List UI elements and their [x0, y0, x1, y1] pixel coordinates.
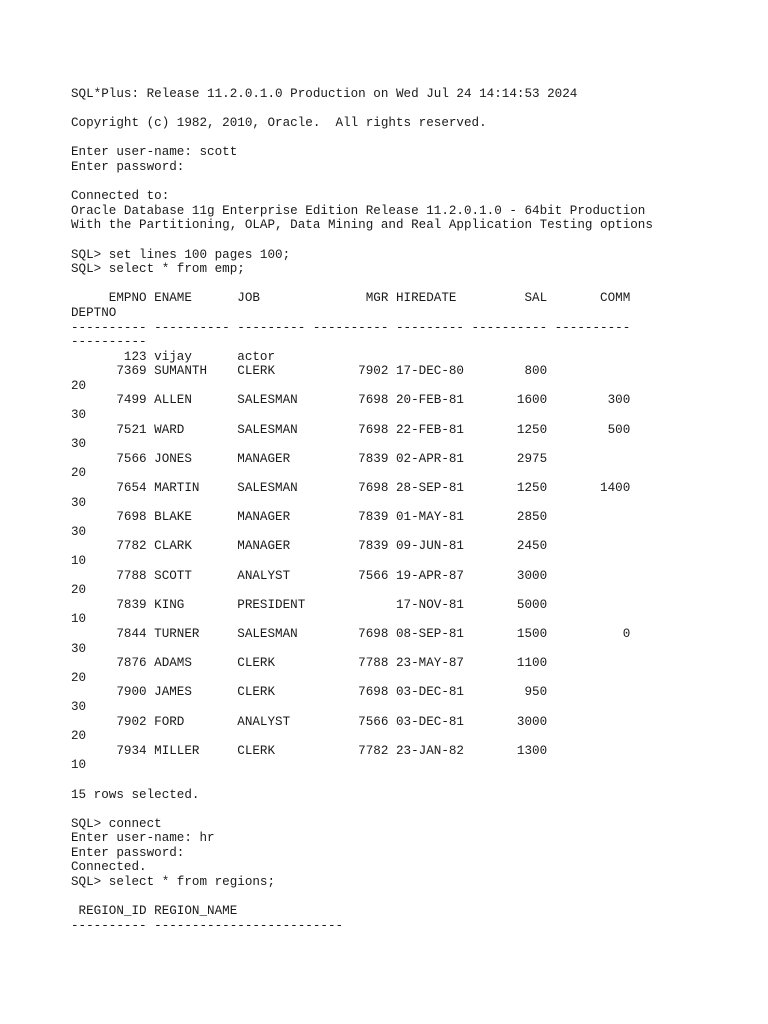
transcript-line: 7499 ALLEN SALESMAN 7698 20-FEB-81 1600 300	[71, 393, 631, 408]
transcript-line: 30	[71, 524, 87, 539]
transcript-line: 7698 BLAKE MANAGER 7839 01-MAY-81 2850	[71, 510, 548, 525]
transcript-line: 15 rows selected.	[71, 787, 200, 802]
transcript-line: 7902 FORD ANALYST 7566 03-DEC-81 3000	[71, 714, 548, 729]
transcript-line: 20	[71, 670, 87, 685]
transcript-line	[71, 233, 653, 248]
transcript-line: ---------- -------------------------	[71, 918, 344, 933]
transcript-line: 7839 KING PRESIDENT 17-NOV-81 5000	[71, 597, 548, 612]
transcript-line: REGION_ID REGION_NAME	[71, 904, 238, 919]
transcript-line	[71, 131, 653, 146]
transcript-line: Connected to:	[71, 189, 170, 204]
transcript-line: Enter password:	[71, 845, 185, 860]
transcript-line: 7566 JONES MANAGER 7839 02-APR-81 2975	[71, 451, 548, 466]
transcript-line: ---------- ---------- --------- ---------- --------- ---------- ----------	[71, 320, 631, 335]
transcript-line: 123 vijay actor	[71, 349, 276, 364]
transcript-line: 7934 MILLER CLERK 7782 23-JAN-82 1300	[71, 743, 548, 758]
transcript-line: 10	[71, 758, 87, 773]
transcript-line: 30	[71, 437, 87, 452]
transcript-line: SQL> connect	[71, 816, 162, 831]
transcript-line: 7876 ADAMS CLERK 7788 23-MAY-87 1100	[71, 656, 548, 671]
transcript-line: 7654 MARTIN SALESMAN 7698 28-SEP-81 1250 1400	[71, 481, 631, 496]
transcript-line: 30	[71, 699, 87, 714]
transcript-line: 30	[71, 408, 87, 423]
transcript-line: 20	[71, 583, 87, 598]
transcript-line: DEPTNO	[71, 305, 117, 320]
transcript-line: SQL> select * from regions;	[71, 875, 276, 890]
transcript-line: 20	[71, 466, 87, 481]
transcript-line: 30	[71, 641, 87, 656]
transcript-line	[71, 773, 653, 788]
transcript-line: Enter user-name: scott	[71, 145, 238, 160]
sqlplus-transcript	[71, 87, 653, 933]
transcript-line: 7788 SCOTT ANALYST 7566 19-APR-87 3000	[71, 568, 548, 583]
transcript-line: 20	[71, 729, 87, 744]
transcript-line: 10	[71, 554, 87, 568]
transcript-line: ----------	[71, 335, 147, 350]
transcript-line: EMPNO ENAME JOB MGR HIREDATE SAL COMM	[71, 291, 631, 306]
transcript-line: Connected.	[71, 860, 147, 875]
transcript-line: 7900 JAMES CLERK 7698 03-DEC-81 950	[71, 685, 548, 700]
transcript-line: Enter user-name: hr	[71, 831, 215, 846]
transcript-line: SQL> select * from emp;	[71, 262, 245, 277]
transcript-line: Enter password:	[71, 159, 185, 174]
transcript-line: Oracle Database 11g Enterprise Edition Release 11.2.0.1.0 - 64bit Production	[71, 203, 646, 218]
transcript-line: Copyright (c) 1982, 2010, Oracle. All rights reserved.	[71, 116, 487, 131]
transcript-line	[71, 277, 653, 292]
transcript-line: 7782 CLARK MANAGER 7839 09-JUN-81 2450	[71, 539, 548, 554]
transcript-line: With the Partitioning, OLAP, Data Mining and Real Application Testing options	[71, 218, 653, 233]
transcript-line	[71, 102, 653, 117]
transcript-line: 7369 SUMANTH CLERK 7902 17-DEC-80 800	[71, 364, 548, 379]
transcript-line: 30	[71, 495, 87, 510]
transcript-line	[71, 802, 653, 817]
transcript-line: 7844 TURNER SALESMAN 7698 08-SEP-81 1500 0	[71, 626, 631, 641]
transcript-line: SQL*Plus: Release 11.2.0.1.0 Production on Wed Jul 24 14:14:53 2024	[71, 87, 578, 101]
transcript-line: 10	[71, 612, 87, 627]
transcript-line: SQL> set lines 100 pages 100;	[71, 247, 291, 262]
transcript-line	[71, 175, 653, 190]
transcript-line: 7521 WARD SALESMAN 7698 22-FEB-81 1250 500	[71, 422, 631, 437]
transcript-line	[71, 890, 653, 905]
transcript-line: 20	[71, 378, 87, 393]
